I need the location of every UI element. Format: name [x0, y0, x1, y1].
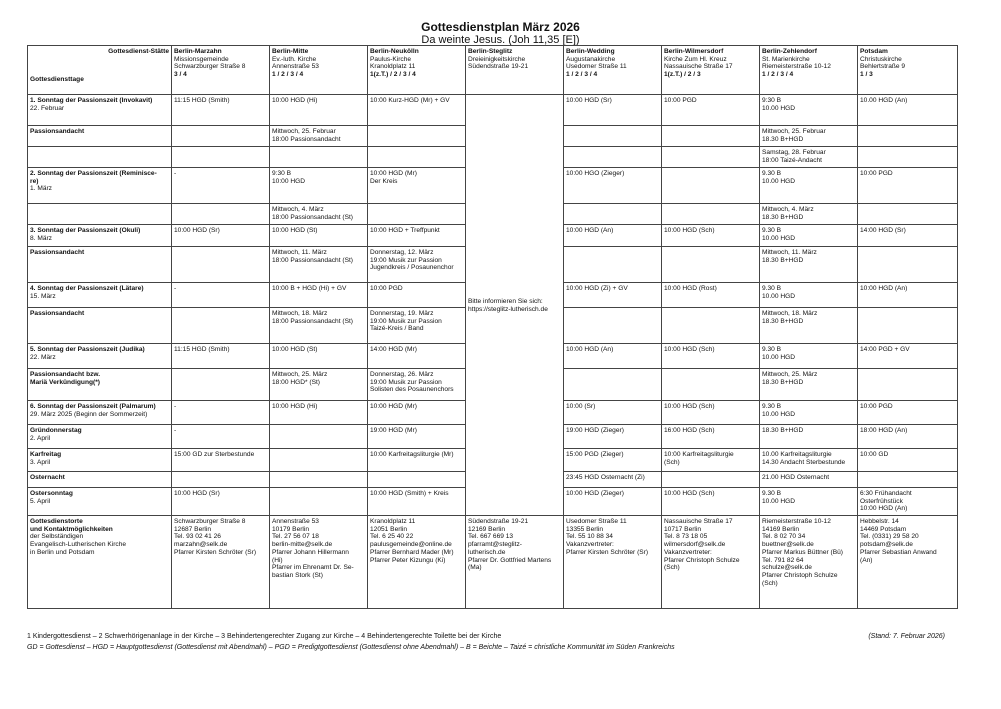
service-cell: [564, 126, 662, 147]
service-name: 6. Sonntag der Passionszeit (Palmarum): [30, 403, 156, 410]
service-cell: -: [172, 425, 270, 449]
corner-top-label: Gottesdienst-Stätte: [108, 48, 169, 55]
service-cell: 10:00 Karfreitagsliturgie (Mr): [368, 449, 466, 472]
row-label: [28, 488, 172, 516]
service-cell: [270, 472, 368, 488]
location-address: Annenstraße 53: [272, 63, 319, 71]
row-label: [28, 472, 172, 488]
service-cell: 11:15 HGD (Smith): [172, 344, 270, 369]
service-cell: 10:00 HGD (Sch): [662, 488, 760, 516]
service-cell: [172, 369, 270, 401]
service-cell: 6:30 Frühandacht Osterfrühstück 10:00 HGD (An): [858, 488, 958, 516]
row-label: [28, 308, 172, 344]
service-cell: [270, 488, 368, 516]
location-address: Südendstraße 19-21: [468, 63, 529, 71]
location-icons: 1 / 2 / 3 / 4: [762, 71, 794, 79]
corner-cell: [28, 46, 172, 95]
service-cell: 10:00 HGD (Sr): [172, 225, 270, 247]
location-church: Ev.-luth. Kirche: [272, 55, 317, 63]
service-cell: 18:00 HGD (An): [858, 425, 958, 449]
location-header: [172, 46, 270, 95]
row-label: [28, 126, 172, 147]
service-cell: Mittwoch, 11. März 18:00 Passionsandacht (St): [270, 247, 368, 283]
service-cell: 9.30 B 10.00 HGD: [760, 283, 858, 308]
service-cell: 9.30 B 10.00 HGD: [760, 401, 858, 425]
location-name: Potsdam: [860, 48, 888, 55]
service-cell: 10:00 HGD (Mr) Der Kreis: [368, 168, 466, 204]
location-church: Missionsgemeinde: [174, 55, 229, 63]
location-icons: 1 / 2 / 3 / 4: [272, 71, 304, 79]
location-name: Berlin-Zehlendorf: [762, 48, 817, 55]
service-cell: 14:00 PGD + GV: [858, 344, 958, 369]
contact-cell: Hebbelstr. 14 14469 Potsdam Tel. (0331) 29 58 20 potsdam@selk.de Pfarrer Sebastian Anwand (An): [858, 516, 958, 609]
service-cell: 10:00 HGD (Rost): [662, 283, 760, 308]
service-name: Karfreitag: [30, 451, 62, 458]
page-title: Gottesdienstplan März 2026: [421, 20, 580, 34]
service-cell: 10:00 B + HGD (Hi) + GV: [270, 283, 368, 308]
schedule-row: [28, 95, 958, 126]
service-date: 15. März: [30, 292, 56, 300]
service-cell: 10:00 HGD (Sr): [564, 95, 662, 126]
location-icons: 3 / 4: [174, 71, 187, 79]
location-address: Schwarzburger Straße 8: [174, 63, 246, 71]
service-cell: 21.00 HGD Osternacht: [760, 472, 858, 488]
service-cell: Mittwoch, 25. März 18:00 HGD* (St): [270, 369, 368, 401]
contact-cell: Riemeisterstraße 10-12 14169 Berlin Tel. 8 02 70 34 buettner@selk.de Pfarrer Markus Büttner (Bü) Tel. 791 82 64 schulze@selk.de Pfarrer Christoph Schulze (Sch): [760, 516, 858, 609]
service-cell: 9.30 B 10.00 HGD: [760, 225, 858, 247]
service-cell: 14:00 HGD (Sr): [858, 225, 958, 247]
service-cell: Mittwoch, 4. März 18:00 Passionsandacht (St): [270, 204, 368, 225]
contact-cell: Südendstraße 19-21 12169 Berlin Tel. 667 669 13 pfarramt@steglitz- lutherisch.de Pfarrer Dr. Gottfried Martens (Ma): [466, 516, 564, 609]
service-cell: [858, 147, 958, 168]
steglitz-note-cell: [466, 95, 564, 516]
service-name: Passionsandacht bzw. Mariä Verkündigung(*): [30, 371, 101, 386]
row-label: [28, 283, 172, 308]
location-header: [368, 46, 466, 95]
row-label: [28, 204, 172, 225]
service-cell: 15:00 GD zur Sterbestunde: [172, 449, 270, 472]
abbreviation-legend: GD = Gottesdienst – HGD = Hauptgottesdienst (Gottesdienst mit Abendmahl) – PGD = Predigtgottesdienst (Gottesdienst ohne Abendmahl) – B = Beichte – Taizé = christliche Kommunität im Süden Frankreichs: [27, 644, 675, 651]
location-name: Berlin-Neukölln: [370, 48, 419, 55]
service-cell: [368, 472, 466, 488]
service-name: Passionsandacht: [30, 249, 85, 256]
service-date: 1. März: [30, 185, 52, 193]
service-cell: 10:00 HGD + Treffpunkt: [368, 225, 466, 247]
service-cell: [172, 308, 270, 344]
location-name: Berlin-Wilmersdorf: [664, 48, 724, 55]
service-cell: [368, 147, 466, 168]
location-address: Kranoldplatz 11: [370, 63, 416, 71]
service-cell: 10:00 HGD (St): [270, 225, 368, 247]
location-name: Berlin-Mitte: [272, 48, 309, 55]
location-name: Berlin-Marzahn: [174, 48, 222, 55]
service-cell: 10:00 HGD (Sch): [662, 401, 760, 425]
service-date: 22. Februar: [30, 104, 65, 112]
location-address: Nassauische Straße 17: [664, 63, 733, 71]
service-cell: 10:00 PGD: [368, 283, 466, 308]
service-cell: 9.30 B 10.00 HGD: [760, 344, 858, 369]
location-header: [858, 46, 958, 95]
service-cell: Donnerstag, 26. März 19:00 Musik zur Passion Solisten des Posaunenchors: [368, 369, 466, 401]
schedule-table: [27, 45, 958, 609]
service-cell: 10:00 HGD (Sch): [662, 225, 760, 247]
service-cell: [368, 126, 466, 147]
service-cell: 10:00 HGD (Mr): [368, 401, 466, 425]
service-cell: 10.00 Karfreitagsliturgie 14.30 Andacht Sterbestunde: [760, 449, 858, 472]
service-name: 5. Sonntag der Passionszeit (Judika): [30, 346, 145, 353]
service-cell: Mittwoch, 25. Februar 18:00 Passionsandacht: [270, 126, 368, 147]
service-cell: Mittwoch, 25. Februar 18.30 B+HGD: [760, 126, 858, 147]
service-cell: 10:00 HGD (Sch): [662, 344, 760, 369]
row-label: [28, 147, 172, 168]
service-cell: 10:00 Karfreitagsliturgie (Sch): [662, 449, 760, 472]
service-name: 1. Sonntag der Passionszeit (Invokavit): [30, 97, 153, 104]
service-cell: 10:00 PGD: [858, 401, 958, 425]
service-date: 2. April: [30, 434, 51, 442]
service-cell: 23:45 HGD Osternacht (Zi): [564, 472, 662, 488]
location-address: Behlertstraße 9: [860, 63, 906, 71]
service-cell: 15:00 PGD (Zieger): [564, 449, 662, 472]
service-cell: Mittwoch, 11. März 18.30 B+HGD: [760, 247, 858, 283]
service-cell: [564, 247, 662, 283]
service-cell: [662, 369, 760, 401]
service-cell: [662, 147, 760, 168]
service-cell: 10:00 HGD (Zi) + GV: [564, 283, 662, 308]
row-label: [28, 425, 172, 449]
service-cell: Donnerstag, 19. März 19:00 Musik zur Passion Taizé-Kreis / Band: [368, 308, 466, 344]
row-label: [28, 449, 172, 472]
service-cell: 10.00 HGD (An): [858, 95, 958, 126]
location-header: [466, 46, 564, 95]
service-cell: Samstag, 28. Februar 18:00 Taizé-Andacht: [760, 147, 858, 168]
icon-legend: 1 Kindergottesdienst – 2 Schwerhörigenanlage in der Kirche – 3 Behindertengerechter Zugang zur Kirche – 4 Behindertengerechte Toilette bei der Kirche: [27, 633, 502, 640]
service-cell: 10:00 GD: [858, 449, 958, 472]
service-cell: [564, 147, 662, 168]
contact-title: Gottesdienstorte und Kontaktmöglichkeiten: [30, 518, 113, 533]
row-label: [28, 344, 172, 369]
corner-bottom-label: Gottesdiensttage: [30, 75, 84, 83]
row-label: [28, 369, 172, 401]
service-cell: 19:00 HGD (Zieger): [564, 425, 662, 449]
service-cell: [858, 204, 958, 225]
service-cell: 10:00 HGD (Zieger): [564, 488, 662, 516]
service-cell: 9:30 B 10.00 HGD: [760, 95, 858, 126]
service-cell: 10:00 HGO (Zieger): [564, 168, 662, 204]
service-cell: [564, 369, 662, 401]
service-cell: [172, 472, 270, 488]
location-address: Riemeisterstraße 10-12: [762, 63, 831, 71]
service-cell: 10:00 HGD (St): [270, 344, 368, 369]
row-label: [28, 168, 172, 204]
location-name: Berlin-Wedding: [566, 48, 615, 55]
location-church: Dreieinigkeitskirche: [468, 55, 526, 63]
service-cell: 10:00 HGD (Hi): [270, 95, 368, 126]
service-cell: [662, 308, 760, 344]
service-name: Passionsandacht: [30, 310, 85, 317]
service-cell: Mittwoch, 18. März 18.30 B+HGD: [760, 308, 858, 344]
service-cell: Mittwoch, 18. März 18:00 Passionsandacht (St): [270, 308, 368, 344]
service-cell: [662, 126, 760, 147]
contact-row: [28, 516, 958, 609]
location-header: [662, 46, 760, 95]
service-cell: -: [172, 168, 270, 204]
service-cell: 9.30 B 10.00 HGD: [760, 168, 858, 204]
row-label: [28, 401, 172, 425]
location-name: Berlin-Steglitz: [468, 48, 513, 55]
row-label: [28, 225, 172, 247]
service-cell: 10:00 Kurz-HGD (Mr) + GV: [368, 95, 466, 126]
service-cell: 19:00 HGD (Mr): [368, 425, 466, 449]
service-cell: [662, 472, 760, 488]
service-cell: [858, 126, 958, 147]
service-cell: [368, 204, 466, 225]
service-cell: 18.30 B+HGD: [760, 425, 858, 449]
service-date: 29. März 2025 (Beginn der Sommerzeit): [30, 410, 148, 418]
service-name: 4. Sonntag der Passionszeit (Lätare): [30, 285, 144, 292]
contact-label: [28, 516, 172, 609]
service-cell: [858, 369, 958, 401]
service-cell: [172, 126, 270, 147]
stand-date: (Stand: 7. Februar 2026): [868, 633, 945, 640]
service-name: Ostersonntag: [30, 490, 73, 497]
location-church: Paulus-Kirche: [370, 55, 412, 63]
service-date: 5. April: [30, 497, 51, 505]
row-label: [28, 247, 172, 283]
service-cell: [172, 247, 270, 283]
service-name: 3. Sonntag der Passionszeit (Okuli): [30, 227, 141, 234]
service-cell: [858, 308, 958, 344]
location-header: [564, 46, 662, 95]
service-cell: [662, 247, 760, 283]
location-header: [760, 46, 858, 95]
service-name: Passionsandacht: [30, 128, 85, 135]
service-cell: Mittwoch, 4. März 18.30 B+HGD: [760, 204, 858, 225]
service-cell: 10:00 HGD (An): [858, 283, 958, 308]
contact-cell: Schwarzburger Straße 8 12687 Berlin Tel. 93 02 41 26 marzahn@selk.de Pfarrer Kirsten Schröter (Sr): [172, 516, 270, 609]
service-cell: 10:00 HGD (An): [564, 344, 662, 369]
service-cell: Donnerstag, 12. März 19:00 Musik zur Passion Jugendkreis / Posaunenchor: [368, 247, 466, 283]
service-cell: [564, 204, 662, 225]
page-subtitle: Da weinte Jesus. (Joh 11,35 [E]): [421, 34, 580, 46]
service-cell: 14:00 HGD (Mr): [368, 344, 466, 369]
location-address: Usedomer Straße 11: [566, 63, 627, 71]
service-cell: [270, 425, 368, 449]
service-name: Gründonnerstag: [30, 427, 82, 434]
service-cell: [662, 168, 760, 204]
contact-subtitle: der Selbständigen Evangelisch-Lutherischen Kirche in Berlin und Potsdam: [30, 533, 127, 556]
service-cell: 10:00 PGD: [662, 95, 760, 126]
service-cell: [172, 147, 270, 168]
contact-cell: Kranoldplatz 11 12051 Berlin Tel. 6 25 40 22 paulusgemeinde@online.de Pfarrer Bernhard Mader (Mr) Pfarrer Peter Kizungu (Ki): [368, 516, 466, 609]
steglitz-note: Bitte informieren Sie sich: https://steglitz-lutherisch.de: [468, 298, 548, 313]
location-church: St. Marienkirche: [762, 55, 810, 63]
service-cell: -: [172, 283, 270, 308]
service-cell: [662, 204, 760, 225]
location-header: [270, 46, 368, 95]
contact-cell: Usedomer Straße 11 13355 Berlin Tel. 55 10 88 34 Vakanzvertreter: Pfarrer Kirsten Schröter (Sr): [564, 516, 662, 609]
service-cell: [564, 308, 662, 344]
row-label: [28, 95, 172, 126]
location-church: Augustanakirche: [566, 55, 616, 63]
service-cell: 16:00 HGD (Sch): [662, 425, 760, 449]
service-date: 22. März: [30, 353, 56, 361]
service-cell: 10:00 HGD (Smith) + Kreis: [368, 488, 466, 516]
service-date: 3. April: [30, 458, 51, 466]
service-cell: 10:00 HGD (An): [564, 225, 662, 247]
location-icons: 1(z.T.) / 2 / 3: [664, 71, 701, 79]
service-name: Osternacht: [30, 474, 65, 481]
service-date: 8. März: [30, 234, 52, 242]
service-cell: 9:30 B 10:00 HGD: [270, 168, 368, 204]
service-name: 2. Sonntag der Passionszeit (Reminisce- re): [30, 170, 157, 185]
service-cell: [270, 147, 368, 168]
service-cell: 10:00 HGD (Sr): [172, 488, 270, 516]
service-cell: [270, 449, 368, 472]
location-church: Kirche Zum Hl. Kreuz: [664, 55, 727, 63]
location-icons: 1 / 2 / 3 / 4: [566, 71, 598, 79]
service-cell: 10:00 (Sr): [564, 401, 662, 425]
service-cell: [858, 247, 958, 283]
contact-cell: Nassauische Straße 17 10717 Berlin Tel. 8 73 18 05 wilmersdorf@selk.de Vakanzvertreter: Pfarrer Christoph Schulze (Sch): [662, 516, 760, 609]
service-cell: [858, 472, 958, 488]
service-cell: [172, 204, 270, 225]
service-cell: 9.30 B 10.00 HGD: [760, 488, 858, 516]
location-icons: 1 / 3: [860, 71, 873, 79]
location-icons: 1(z.T.) / 2 / 3 / 4: [370, 71, 416, 79]
service-cell: Mittwoch, 25. März 18.30 B+HGD: [760, 369, 858, 401]
location-church: Christuskirche: [860, 55, 902, 63]
service-cell: 11:15 HGD (Smith): [172, 95, 270, 126]
service-cell: 10:00 HGD (Hi): [270, 401, 368, 425]
contact-cell: Annenstraße 53 10179 Berlin Tel. 27 56 07 18 berlin-mitte@selk.de Pfarrer Johann Hillermann (Hi) Pfarrer im Ehrenamt Dr. Se- bastian Stork (St): [270, 516, 368, 609]
service-cell: 10:00 PGD: [858, 168, 958, 204]
service-cell: -: [172, 401, 270, 425]
header-row: [28, 46, 958, 95]
